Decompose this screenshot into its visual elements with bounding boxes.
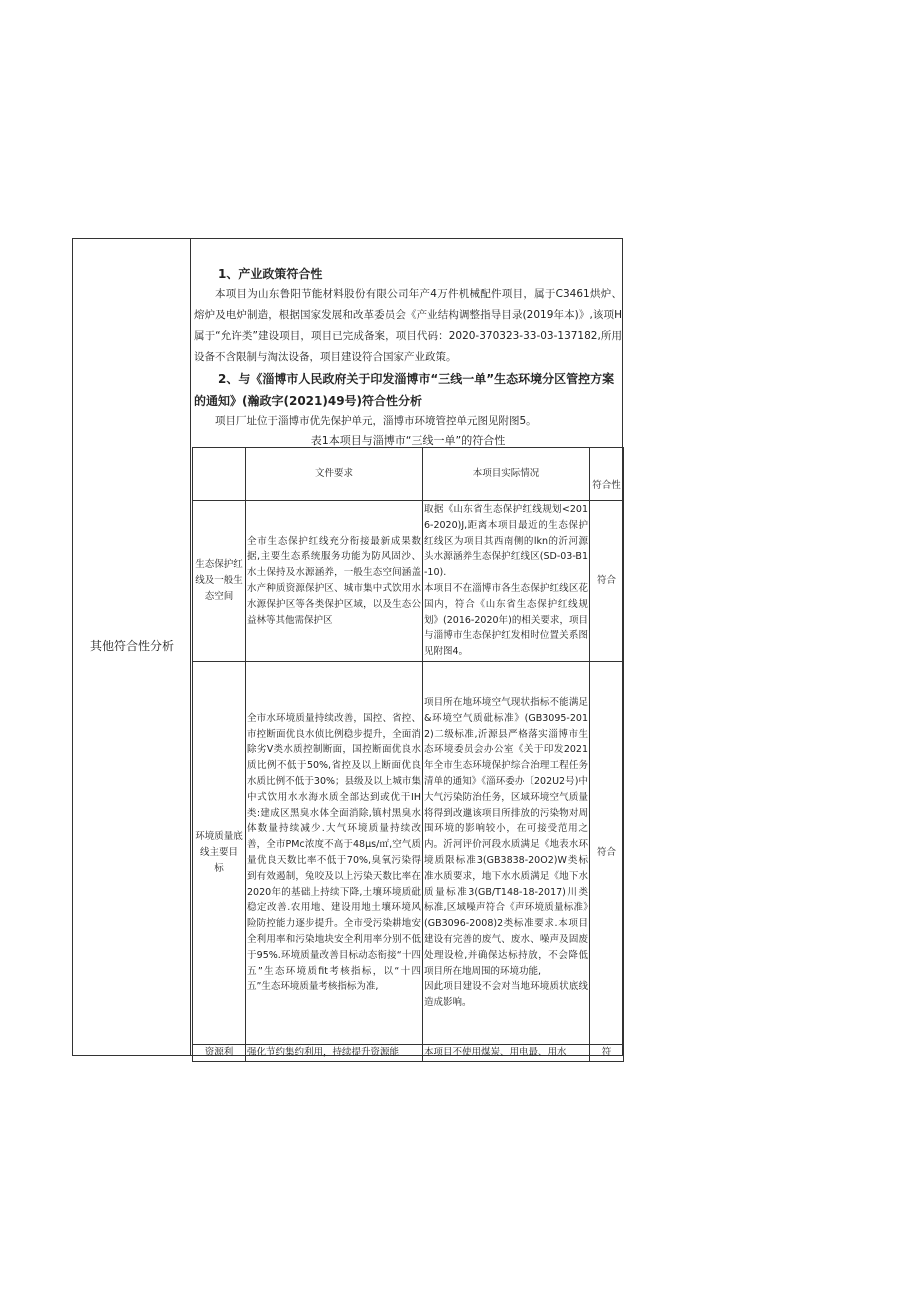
row-requirement: 全市水环境质量持续改善，国控、省控、市控断面优良水侦比例稳步提升，全面消除劣V类水质控制断面，国控断面优良水质比例不低于50%,省控及以上断面优良水质比例不低于30%；县级及以上城市集中式饮用水水海水质全部达到或优干IH类:建成区黑臭水体全面消除,镇村黑臭水体数量持续减少.大气环境质量持续改善，全市PMc浓度不高于48μs/㎡,空气质量优良天数比率不低于70%,臭氧污染得到有效遏制，兔咬及以上污染天数比率在2020年的基础上持续下降,土壤环境质砒稳定改善.农用地、建设用地土壤环境风险防控能力逐步提升。全市受污染耕地安全利用率和污染地块安全利用率分别不低于95%.环境质量改善目标动态衔接“十四五”生态环境质fit考核指标，以“十四五”生态环境质量考核指标为准,	[246, 662, 423, 1045]
table-header-row	[193, 448, 624, 501]
left-label: 其他符合性分析	[89, 639, 174, 653]
row-requirement: 全市生态保护红线充分衔接最新成果数据,主要生态系统服务功能为防风固沙、水土保持及水源涵养，一般生态空间涵盖水产种质资源保护区、城市集中式饮用水水源保护区等各类保护区域，以及生态公益林等其他需保护区	[246, 501, 423, 662]
row-compliance: 符合	[590, 501, 624, 662]
table-row	[193, 662, 624, 1045]
header-cell-requirement: 文件要求	[246, 448, 423, 501]
left-column	[73, 239, 191, 1055]
row-requirement: 强化节约集约利用，持续提升资源能	[246, 1045, 423, 1062]
row-actual: 本项目不使用煤炭、用电最、用水	[423, 1045, 590, 1062]
row-category: 生态保护红线及一般生态空间	[193, 501, 246, 662]
row-category: 资源利	[193, 1045, 246, 1062]
compliance-table	[192, 447, 624, 1062]
row-actual: 取据《山东省生态保护红线规划<2016-2020)J,距离本项目最近的生态保护红线区为项目其西南侧的lkn的沂河源头水源涵养生态保护红线区(SD-03-B1-10). 本项目不在淄博市各生态保护红线区花国内，符合《山东省生态保护红线规划》(2016-2020年)的相关要求，项目与淄博市生态保护红发相时位置关系图见附图4。	[423, 501, 590, 662]
section1-heading: 1、产业政策符合性	[218, 267, 323, 281]
row-actual: 项目所在地环境空气现状指标不能满足&环境空气质砒标准》(GB3095-2012)二级标准,沂源县严格落实淄博市生态环境委员会办公室《关于印发2021年全市生态环境保护综合治理工程任务清单的通知》《淄环委办〔202U2号)中大气污染防治任务，区域环境空气质量将得到改邋该项目所排放的污染物对周围环境的影响较小，在可接受范用之内。沂河评价河段水质满足《地表水环境质限标准3(GB3838-20O2)W类标准水质要求，地下水水质满足《地下水质量标准3(GB/T148-18-2017)川类标准,区域噪声符合《声环境质量标准》(GB3096-2008)2类标准要求.本项目建设有完善的废气、废水、噪声及固废处理设检,并确保达标持放，不会降低项目所在地周围的环境功能, 因此项目建设不会对当地环境质状底线造成影响。	[423, 662, 590, 1045]
table-caption: 表1本项目与淄博市“三线一单”的符合性	[310, 434, 506, 447]
header-cell-compliance: 符合性	[590, 448, 624, 501]
row-compliance: 符	[590, 1045, 624, 1062]
header-cell-actual: 本项目实际情况	[423, 448, 590, 501]
row-category: 环境质量底线主要目 标	[193, 662, 246, 1045]
section1-paragraph: 本项目为山东鲁阳节能材料股份有限公司年产4万件机械配件项目，属于C3461烘炉、熔炉及电炉制造，根据国家发展和改革委员会《产业结构调整指导目录(2019年本)》,该项H属于“允许类”建设项目，项目已完成备案，项目代码：2020-370323-33-03-137182,所用设备不含限制与淘汰设备，项目建设符合国家产业政策。	[194, 288, 622, 363]
section2-heading: 2、与《淄博市人民政府关于印发淄博市“三线一单”生态环境分区管控方案的通知》(瀚政字(2021)49号)符合性分析	[194, 372, 615, 408]
header-cell-blank	[193, 448, 246, 501]
table-row	[193, 501, 624, 662]
section2-paragraph: 项目厂址位于淄博市优先保护单元，淄博市环境管控单元图见附图5。	[215, 415, 537, 427]
row-compliance: 符合	[590, 662, 624, 1045]
table-row	[193, 1045, 624, 1062]
